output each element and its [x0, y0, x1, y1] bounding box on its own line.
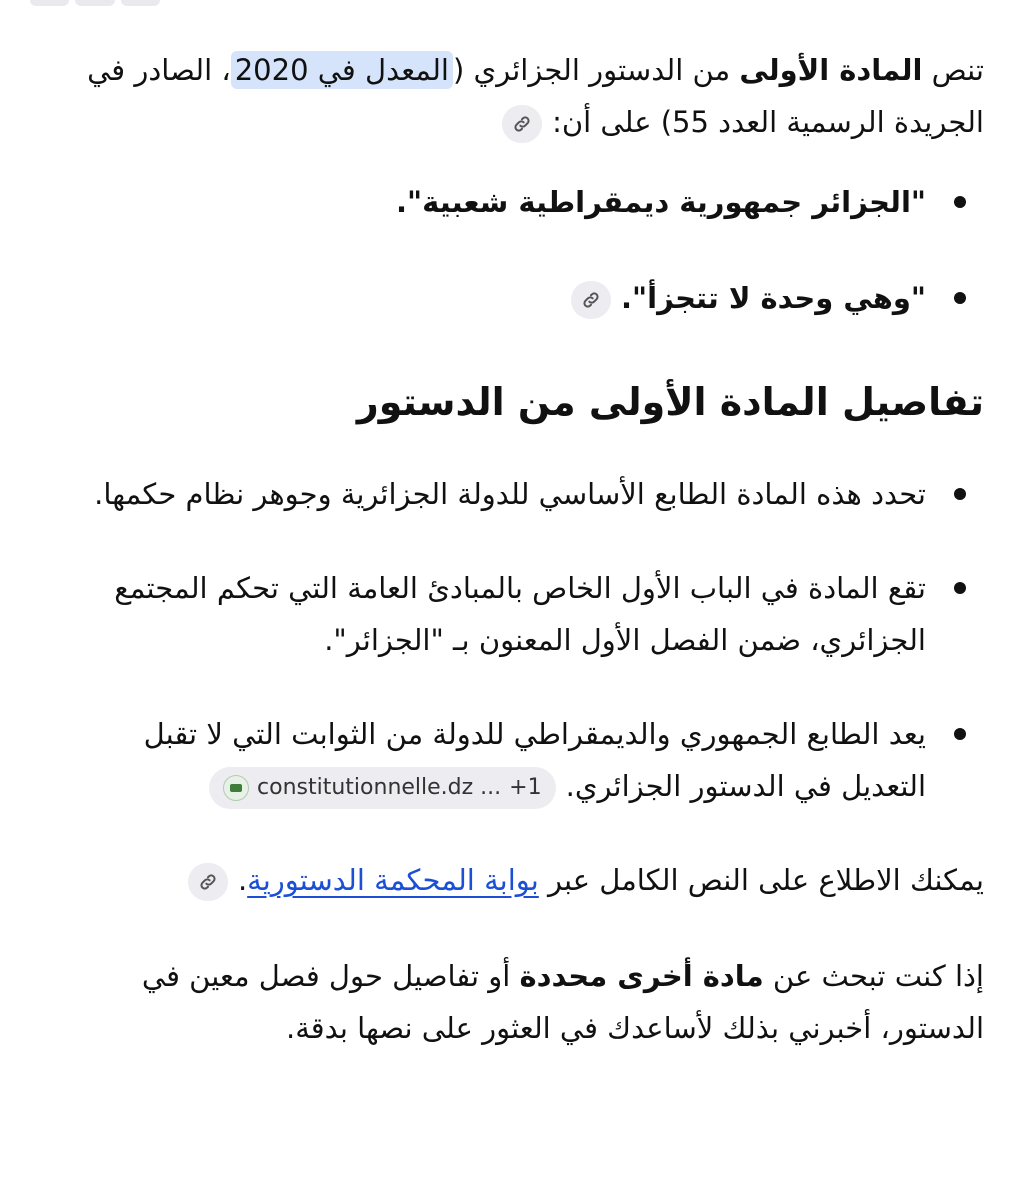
link-icon	[198, 872, 218, 892]
list-item	[50, 176, 984, 228]
intro-highlight: المعدل في 2020	[231, 51, 453, 89]
scroll-fade-decoration	[30, 0, 160, 10]
constitutional-court-link[interactable]: بوابة المحكمة الدستورية	[247, 863, 539, 897]
list-item	[50, 272, 984, 324]
bullet-icon	[954, 196, 966, 208]
bullet-icon	[954, 728, 966, 740]
quote-list	[50, 176, 984, 324]
link-icon	[581, 290, 601, 310]
chat-response	[50, 44, 984, 1054]
detail-text: يعد الطابع الجمهوري والديمقراطي للدولة من الثوابت التي لا تقبل التعديل في الدستور الجزائري.	[143, 717, 926, 803]
intro-text-2: من الدستور الجزائري (	[452, 53, 740, 87]
intro-text-1: تنص	[922, 53, 984, 87]
link-icon	[512, 114, 532, 134]
detail-text: تقع المادة في الباب الأول الخاص بالمبادئ العامة التي تحكم المجتمع الجزائري، ضمن الفصل الأول المعنون بـ "الجزائر".	[114, 571, 926, 657]
source-domain: constitutionnelle.dz ...	[257, 775, 502, 800]
site-favicon-icon	[223, 775, 249, 801]
bullet-icon	[954, 488, 966, 500]
source-more-count: +1	[509, 775, 542, 800]
list-item	[50, 562, 984, 666]
detail-text: تحدد هذه المادة الطابع الأساسي للدولة الجزائرية وجوهر نظام حكمها.	[94, 477, 926, 511]
portal-end: .	[237, 863, 248, 897]
intro-text-3: ، الصادر في الجريدة الرسمية العدد 55) على أن:	[87, 53, 984, 139]
intro-paragraph	[50, 44, 984, 148]
quote-text: "الجزائر جمهورية ديمقراطية شعبية".	[396, 185, 926, 219]
quote-text: "وهي وحدة لا تتجزأ".	[621, 281, 926, 315]
list-item	[50, 708, 984, 812]
portal-paragraph	[50, 854, 984, 906]
source-chip[interactable]	[209, 767, 556, 809]
closing-bold: مادة أخرى محددة	[519, 959, 764, 993]
section-heading: تفاصيل المادة الأولى من الدستور	[356, 380, 984, 424]
citation-link-button[interactable]	[188, 863, 228, 901]
closing-text-2: أو تفاصيل حول فصل معين في الدستور، أخبرني بذلك لأساعدك في العثور على نصها بدقة.	[141, 959, 984, 1045]
bullet-icon	[954, 582, 966, 594]
details-list	[50, 468, 984, 812]
citation-link-button[interactable]	[571, 281, 611, 319]
closing-text-1: إذا كنت تبحث عن	[763, 959, 984, 993]
intro-bold-article: المادة الأولى	[739, 53, 923, 87]
portal-text: يمكنك الاطلاع على النص الكامل عبر	[538, 863, 984, 897]
citation-link-button[interactable]	[502, 105, 542, 143]
list-item	[50, 468, 984, 520]
bullet-icon	[954, 292, 966, 304]
closing-paragraph	[50, 950, 984, 1054]
